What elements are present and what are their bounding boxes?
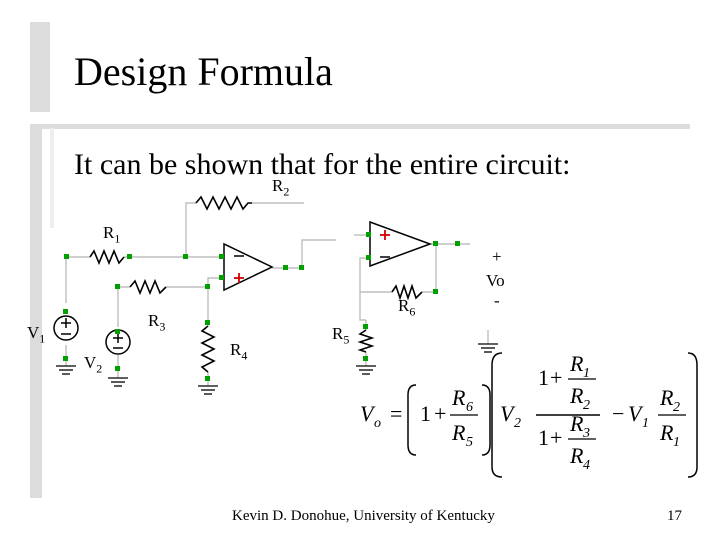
ground-r4: [198, 386, 218, 394]
svg-text:o: o: [374, 416, 381, 431]
svg-text:1: 1: [538, 425, 549, 450]
svg-text:2: 2: [583, 398, 590, 413]
svg-text:1: 1: [673, 435, 680, 450]
page-title: Design Formula: [74, 49, 333, 94]
svg-text:2: 2: [514, 416, 521, 431]
svg-text:+: +: [550, 425, 563, 450]
label-r3: $R_3$: [148, 311, 166, 334]
ground-v2: [108, 378, 128, 386]
svg-text:R: R: [660, 420, 674, 445]
opamp-1: [224, 244, 272, 290]
svg-text:R: R: [570, 351, 584, 376]
footer-credit: Kevin D. Donohue, University of Kentucky: [232, 508, 495, 524]
label-output-plus: +: [492, 247, 502, 266]
svg-text:V: V: [500, 401, 514, 426]
label-r2: $R_2$: [272, 176, 290, 199]
page-number: 17: [667, 508, 682, 524]
label-v2: $V_2$: [84, 353, 103, 376]
formula-vo: V: [360, 401, 374, 426]
label-v1: $V_1$: [27, 323, 46, 346]
svg-text:5: 5: [466, 435, 473, 450]
svg-text:6: 6: [466, 400, 473, 415]
label-output-vo: Vo: [486, 271, 505, 290]
label-r1: $R_1$: [103, 223, 121, 246]
design-formula: [350, 345, 700, 480]
svg-text:4: 4: [583, 458, 590, 473]
svg-text:1: 1: [583, 366, 590, 381]
r4-zigzag: [202, 326, 214, 372]
svg-text:3: 3: [583, 426, 590, 441]
svg-text:1: 1: [642, 416, 649, 431]
svg-text:+: +: [550, 365, 563, 390]
svg-text:V: V: [628, 401, 642, 426]
svg-text:R: R: [570, 383, 584, 408]
ground-v1: [56, 366, 76, 374]
svg-text:+: +: [434, 401, 447, 426]
svg-text:R: R: [570, 411, 584, 436]
svg-text:−: −: [612, 401, 625, 426]
svg-text:R: R: [452, 385, 466, 410]
r1-zigzag: [90, 251, 124, 263]
label-r5: $R_5$: [332, 324, 350, 347]
svg-text:2: 2: [673, 400, 680, 415]
source-v1: [54, 316, 78, 340]
svg-text:R: R: [452, 420, 466, 445]
label-output-minus: -: [494, 291, 500, 310]
label-r6: $R_6$: [398, 296, 416, 319]
r3-zigzag: [130, 281, 166, 293]
svg-text:R: R: [660, 385, 674, 410]
opamp-2: [370, 222, 430, 266]
subtitle: It can be shown that for the entire circuit:: [74, 148, 571, 181]
formula-equals: =: [390, 401, 403, 426]
svg-text:1: 1: [538, 365, 549, 390]
svg-text:R: R: [570, 443, 584, 468]
svg-text:1: 1: [420, 401, 431, 426]
r2-zigzag: [196, 197, 252, 209]
label-r4: $R_4$: [230, 340, 248, 363]
